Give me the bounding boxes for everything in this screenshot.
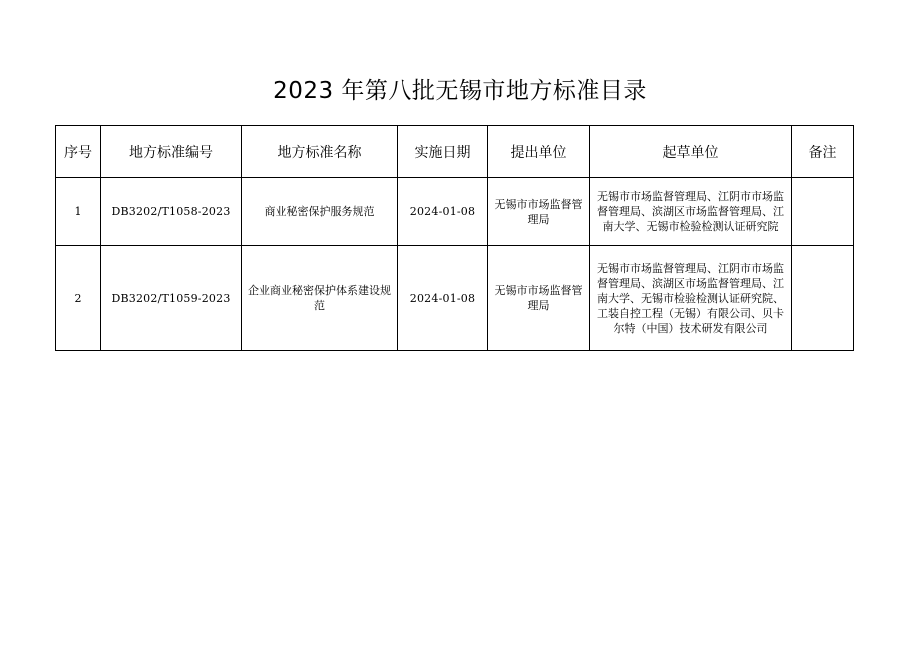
cell-name: 企业商业秘密保护体系建设规范 (242, 246, 398, 351)
header-code: 地方标准编号 (101, 126, 242, 178)
cell-proposer: 无锡市市场监督管理局 (488, 246, 590, 351)
header-name: 地方标准名称 (242, 126, 398, 178)
standards-table (55, 125, 854, 351)
cell-index: 2 (56, 246, 101, 351)
table-header-row (56, 126, 854, 178)
cell-remarks (792, 246, 854, 351)
table-row (56, 178, 854, 246)
cell-drafter: 无锡市市场监督管理局、江阴市市场监督管理局、滨湖区市场监督管理局、江南大学、无锡市检验检测认证研究院、工装自控工程（无锡）有限公司、贝卡尔特（中国）技术研发有限公司 (590, 246, 792, 351)
cell-index: 1 (56, 178, 101, 246)
cell-remarks (792, 178, 854, 246)
table-row (56, 246, 854, 351)
cell-code: DB3202/T1058-2023 (101, 178, 242, 246)
header-drafter: 起草单位 (590, 126, 792, 178)
header-index: 序号 (56, 126, 101, 178)
cell-code: DB3202/T1059-2023 (101, 246, 242, 351)
header-proposer: 提出单位 (488, 126, 590, 178)
document-title: 2023 年第八批无锡市地方标准目录 (273, 78, 647, 104)
cell-drafter: 无锡市市场监督管理局、江阴市市场监督管理局、滨湖区市场监督管理局、江南大学、无锡市检验检测认证研究院 (590, 178, 792, 246)
cell-date: 2024-01-08 (398, 246, 488, 351)
cell-proposer: 无锡市市场监督管理局 (488, 178, 590, 246)
cell-date: 2024-01-08 (398, 178, 488, 246)
cell-name: 商业秘密保护服务规范 (242, 178, 398, 246)
header-remarks: 备注 (792, 126, 854, 178)
header-date: 实施日期 (398, 126, 488, 178)
